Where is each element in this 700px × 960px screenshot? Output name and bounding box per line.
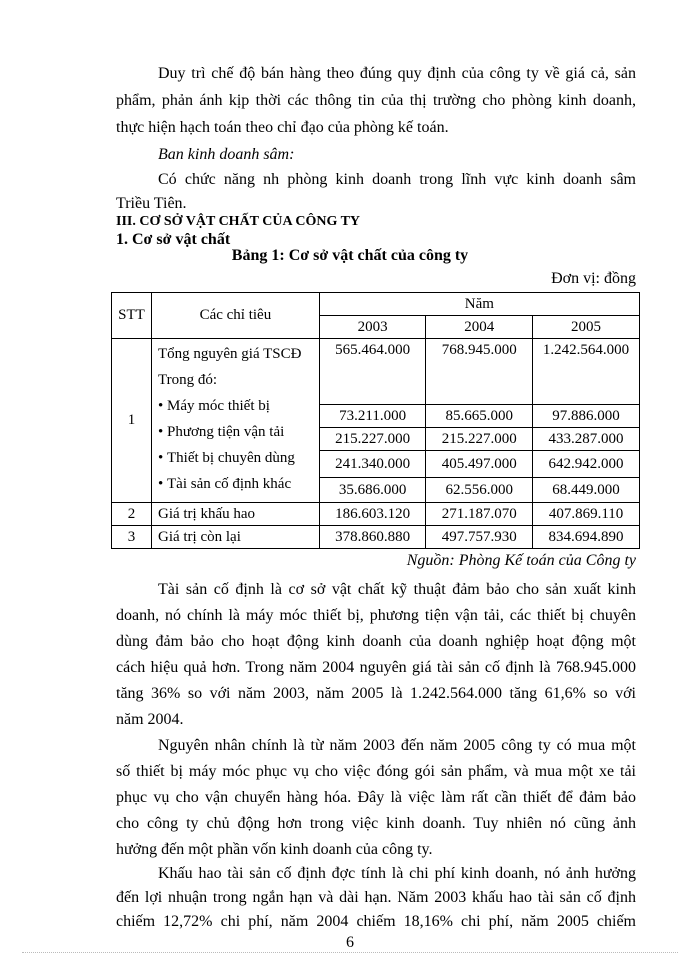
subheading-ban-sam: Ban kinh doanh sâm: <box>158 146 295 163</box>
value-cell: 565.464.000 <box>319 339 426 405</box>
value-cell: 73.211.000 <box>319 405 426 428</box>
header-stt: STT <box>112 293 152 339</box>
table-source: Nguồn: Phòng Kế toán của Công ty <box>406 552 636 569</box>
value-cell: 271.187.070 <box>426 503 533 526</box>
value-cell: 405.497.000 <box>426 451 533 478</box>
paragraph-line: Duy trì chế độ bán hàng theo đúng quy định của công ty về giá cả, sản <box>158 65 636 82</box>
header-year: 2003 <box>319 316 426 339</box>
value-cell: 97.886.000 <box>533 405 640 428</box>
paragraph-line: phục vụ cho vận chuyển hàng hóa. Đây là việc làm rất cần thiết để đảm bảo <box>116 789 636 806</box>
value-cell: 642.942.000 <box>533 451 640 478</box>
criteria-label: • Máy móc thiết bị <box>158 393 313 419</box>
paragraph-line: năm 2004. <box>116 711 184 728</box>
stt-cell: 2 <box>112 503 152 526</box>
paragraph-line: Có chức năng nh phòng kinh doanh trong lĩnh vực kinh doanh sâm <box>158 171 636 188</box>
section-title: III. CƠ SỞ VẬT CHẤT CỦA CÔNG TY <box>116 214 361 229</box>
table-row <box>112 526 640 549</box>
value-cell: 1.242.564.000 <box>533 339 640 405</box>
table-caption: Bảng 1: Cơ sở vật chất của công ty <box>231 247 469 264</box>
header-year: 2005 <box>533 316 640 339</box>
page-number: 6 <box>346 934 354 951</box>
value-cell: 62.556.000 <box>426 478 533 503</box>
stt-cell: 3 <box>112 526 152 549</box>
paragraph-line: phẩm, phản ánh kịp thời các thông tin của thị trường cho phòng kinh doanh, <box>116 92 636 109</box>
value-cell: 497.757.930 <box>426 526 533 549</box>
value-cell: 215.227.000 <box>319 428 426 451</box>
criteria-label: Giá trị khấu hao <box>151 503 319 526</box>
paragraph-line: Triều Tiên. <box>116 195 187 212</box>
criteria-group-cell <box>151 339 319 503</box>
paragraph-line: tăng 36% so với năm 2003, năm 2005 là 1.242.564.000 tăng 61,6% so với <box>116 685 636 702</box>
table-header-row <box>112 293 640 316</box>
paragraph-line: Nguyên nhân chính là từ năm 2003 đến năm 2005 công ty có mua một <box>158 737 636 754</box>
value-cell: 68.449.000 <box>533 478 640 503</box>
paragraph-line: Khấu hao tài sản cố định đợc tính là chi phí kinh doanh, nó ảnh hưởng <box>158 865 636 882</box>
paragraph-line: Tài sản cố định là cơ sở vật chất kỹ thuật đảm bảo cho sản xuất kinh <box>158 581 636 598</box>
table-unit: Đơn vị: đồng <box>551 270 636 287</box>
header-criteria: Các chỉ tiêu <box>151 293 319 339</box>
paragraph-line: số thiết bị máy móc phục vụ cho việc đóng gói sản phẩm, và mua một xe tải <box>116 763 636 780</box>
header-year: 2004 <box>426 316 533 339</box>
criteria-label: • Phương tiện vận tải <box>158 419 313 445</box>
value-cell: 407.869.110 <box>533 503 640 526</box>
value-cell: 35.686.000 <box>319 478 426 503</box>
paragraph-line: chiếm 12,72% chi phí, năm 2004 chiếm 18,16% chi phí, năm 2005 chiếm <box>116 913 636 930</box>
value-cell: 186.603.120 <box>319 503 426 526</box>
criteria-label: Trong đó: <box>157 372 218 388</box>
criteria-label: • Thiết bị chuyên dùng <box>158 445 313 471</box>
stt-cell: 1 <box>112 339 152 503</box>
value-cell: 85.665.000 <box>426 405 533 428</box>
paragraph-line: cho công ty chủ động hơn trong việc kinh doanh. Tuy nhiên nó cũng ảnh <box>116 815 636 832</box>
subsection-title: 1. Cơ sở vật chất <box>116 231 231 248</box>
paragraph-line: dùng đảm bảo cho hoạt động kinh doanh của doanh nghiệp hoạt động một <box>116 633 636 650</box>
table-row <box>112 339 640 405</box>
criteria-label: Tổng nguyên giá TSCĐ <box>157 346 302 362</box>
table-row <box>112 503 640 526</box>
header-year-group: Năm <box>319 293 639 316</box>
footer-divider <box>22 952 678 953</box>
paragraph-line: đến lợi nhuận trong ngắn hạn và dài hạn. Năm 2003 khấu hao tài sản cố định <box>116 889 636 906</box>
paragraph-line: hưởng đến một phần vốn kinh doanh của công ty. <box>116 841 433 858</box>
value-cell: 768.945.000 <box>426 339 533 405</box>
criteria-label: Giá trị còn lại <box>151 526 319 549</box>
paragraph-line: thực hiện hạch toán theo chỉ đạo của phòng kế toán. <box>116 119 449 136</box>
value-cell: 433.287.000 <box>533 428 640 451</box>
assets-table <box>111 292 640 549</box>
value-cell: 378.860.880 <box>319 526 426 549</box>
value-cell: 215.227.000 <box>426 428 533 451</box>
value-cell: 834.694.890 <box>533 526 640 549</box>
paragraph-line: cách hiệu quả hơn. Trong năm 2004 nguyên giá tài sản cố định là 768.945.000 <box>116 659 636 676</box>
paragraph-line: doanh, nó chính là máy móc thiết bị, phương tiện vận tải, các thiết bị chuyên <box>116 607 636 624</box>
value-cell: 241.340.000 <box>319 451 426 478</box>
criteria-label: • Tài sản cố định khác <box>158 471 313 497</box>
